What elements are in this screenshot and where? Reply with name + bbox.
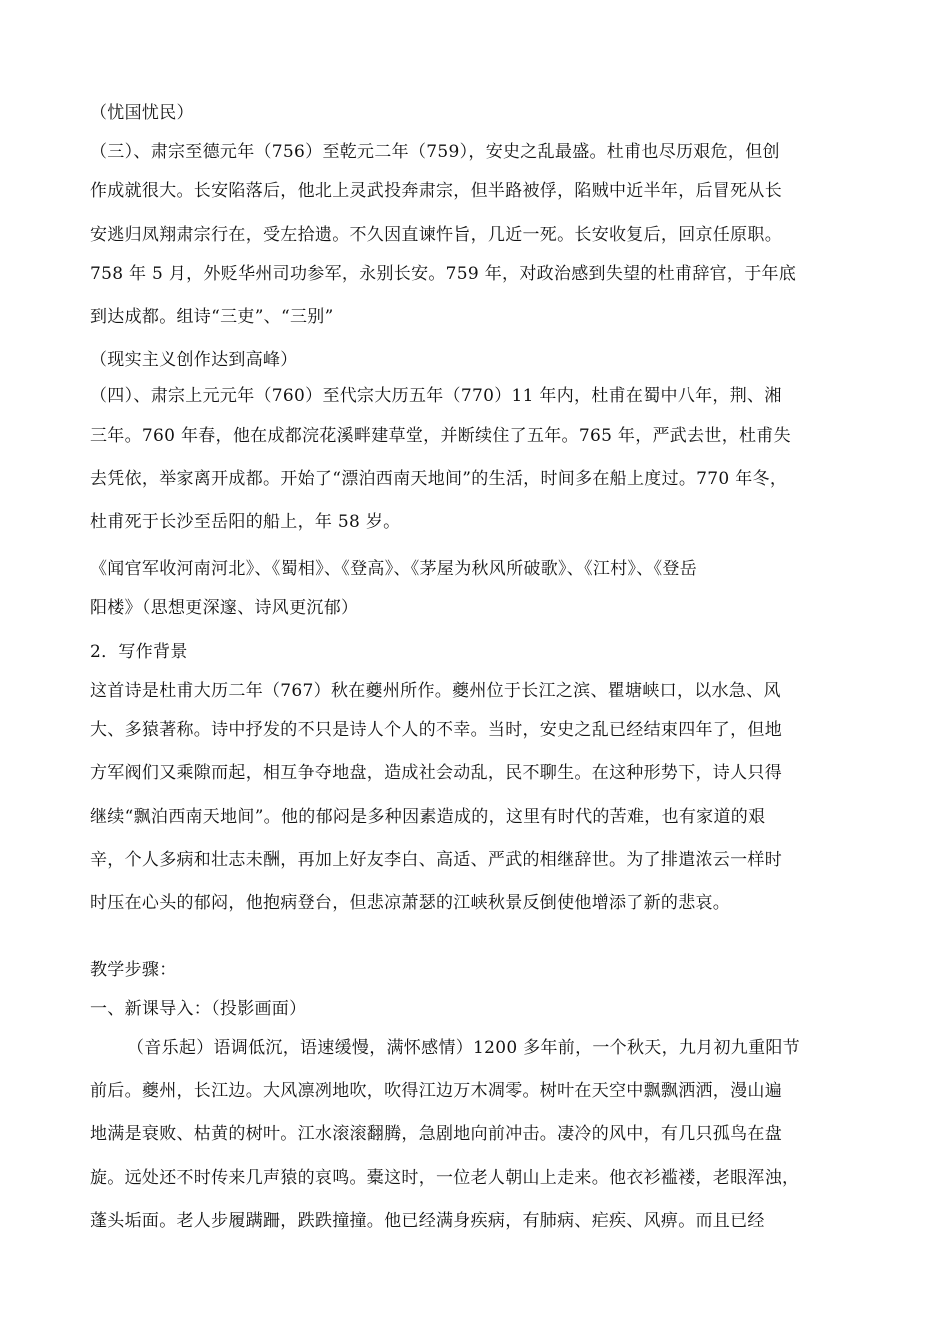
section-heading: 教学步骤： [90,960,177,980]
text-line: 《闻官军收河南河北》、《蜀相》、《登高》、《茅屋为秋风所破歌》、《江村》、《登岳 [90,559,697,579]
text-line: 时压在心头的郁闷，他抱病登台，但悲凉萧瑟的江峡秋景反倒使他增添了新的悲哀。 [90,893,731,913]
section-heading: 一、新课导入：（投影画面） [90,999,307,1019]
text-line: 去凭依，举家离开成都。开始了“漂泊西南天地间”的生活，时间多在船上度过。770 年冬， [90,469,788,489]
text-line: 三年。760 年春，他在成都浣花溪畔建草堂，并断续住了五年。765 年，严武去世，杜甫失 [90,426,791,446]
text-line: 旋。远处还不时传来几声猿的哀鸣。橐这时，一位老人朝山上走来。他衣衫褴褛，老眼浑浊， [90,1168,800,1188]
text-line: 758 年 5 月，外贬华州司功参军，永别长安。759 年，对政治感到失望的杜甫辞官，于年底 [90,264,797,284]
text-line: 安逃归凤翔肃宗行在，受左拾遗。不久因直谏忤旨，几近一死。长安收复后，回京任原职。 [90,225,782,245]
text-line: 大、多猿著称。诗中抒发的不只是诗人个人的不幸。当时，安史之乱已经结束四年了，但地 [90,720,782,740]
text-line: （四）、肃宗上元元年（760）至代宗大历五年（770）11 年内，杜甫在蜀中八年，荆、湘 [90,386,782,406]
text-line: 继续“飘泊西南天地间”。他的郁闷是多种因素造成的，这里有时代的苦难，也有家道的艰 [90,807,766,827]
text-line: （三）、肃宗至德元年（756）至乾元二年（759），安史之乱最盛。杜甫也尽历艰危，但创 [90,142,780,162]
text-line: （音乐起）语调低沉，语速缓慢，满怀感情）1200 多年前，一个秋天，九月初九重阳节 [127,1038,800,1058]
text-line: 这首诗是杜甫大历二年（767）秋在夔州所作。夔州位于长江之滨、瞿塘峡口，以水急、风 [90,681,781,701]
text-line: （忧国忧民） [90,103,194,123]
text-line: 杜甫死于长沙至岳阳的船上，年 58 岁。 [90,512,401,532]
text-line: 阳楼》（思想更深邃、诗风更沉郁） [90,598,359,618]
text-line: 蓬头垢面。老人步履蹒跚，跌跌撞撞。他已经满身疾病，有肺病、疟疾、风痹。而且已经 [90,1211,765,1231]
text-line: 地满是衰败、枯黄的树叶。江水滚滚翻腾，急剧地向前冲击。凄冷的风中，有几只孤鸟在盘 [90,1124,782,1144]
section-heading: 2．写作背景 [90,642,188,662]
text-line: （现实主义创作达到高峰） [90,350,298,370]
text-line: 辛，个人多病和壮志未酬，再加上好友李白、高适、严武的相继辞世。为了排遣浓云一样时 [90,850,782,870]
text-line: 作成就很大。长安陷落后，他北上灵武投奔肃宗，但半路被俘，陷贼中近半年，后冒死从长 [90,181,782,201]
text-line: 到达成都。组诗“三吏”、“三别” [90,307,334,327]
text-line: 方军阀们又乘隙而起，相互争夺地盘，造成社会动乱，民不聊生。在这种形势下，诗人只得 [90,763,782,783]
text-line: 前后。夔州，长江边。大风凛冽地吹，吹得江边万木凋零。树叶在天空中飘飘洒洒，漫山遍 [90,1081,782,1101]
